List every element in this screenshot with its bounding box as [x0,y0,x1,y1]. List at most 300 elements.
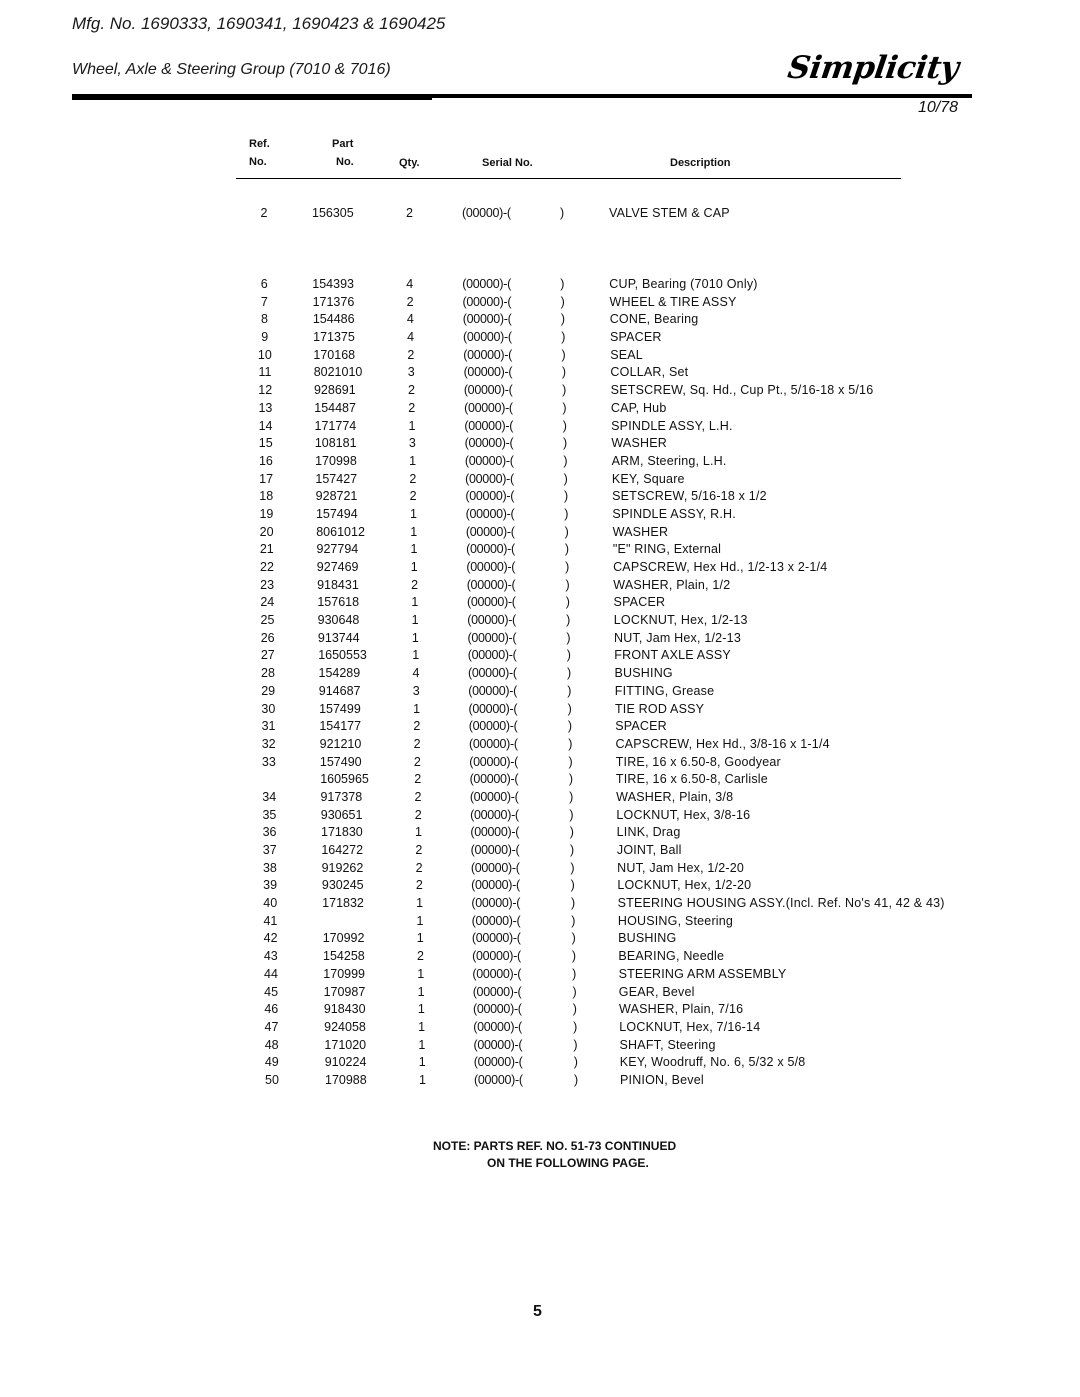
table-row [0,435,1080,452]
cell-desc: STEERING HOUSING ASSY.(Incl. Ref. No's 41, 42 & 43) [617,896,945,911]
cell-ref: 32 [261,736,276,751]
cell-desc: FITTING, Grease [614,683,715,698]
table-row [0,683,1080,700]
cell-serial: (00000)-( [470,825,520,840]
cell-qty: 1 [413,701,421,716]
cell-part: 918430 [323,1002,366,1017]
cell-desc: SPINDLE ASSY, R.H. [612,506,736,521]
cell-part: 1605965 [320,772,369,787]
cell-desc: WASHER, Plain, 3/8 [616,789,734,804]
cell-qty: 3 [408,436,416,451]
cell-ref: 44 [264,966,278,981]
cell-qty: 1 [409,506,417,521]
table-row [0,488,1080,505]
cell-qty: 1 [410,560,418,575]
cell-ref: 13 [258,400,273,415]
cell-close: ) [563,436,568,451]
cell-desc: NUT, Jam Hex, 1/2-13 [614,630,741,645]
cell-ref: 9 [261,330,269,345]
cell-close: ) [561,330,566,345]
cell-close: ) [561,347,566,362]
cell-part: 154393 [312,277,354,291]
cell-serial: (00000)-( [464,400,513,415]
cell-qty: 2 [409,489,417,504]
cell-close: ) [560,206,565,220]
cell-close: ) [573,1037,578,1052]
cell-ref: 7 [260,294,268,309]
cell-close: ) [567,701,572,716]
table-row [0,418,1080,435]
cell-serial: (00000)-( [464,453,514,468]
cell-qty: 2 [413,754,421,769]
cell-serial: (00000)-( [472,949,521,964]
brand-logo: Simplicity [785,50,961,86]
cell-part: 170168 [313,347,356,362]
table-row [0,647,1080,664]
cell-desc: ARM, Steering, L.H. [611,453,727,468]
cell-serial: (00000)-( [467,630,517,645]
cell-desc: LOCKNUT, Hex, 1/2-13 [613,613,748,628]
cell-close: ) [562,383,567,398]
cell-qty: 2 [409,471,417,486]
cell-desc: SPACER [609,330,662,345]
cell-desc: STEERING ARM ASSEMBLY [618,966,787,981]
cell-serial: (00000)-( [467,648,517,663]
cell-serial: (00000)-( [462,294,512,309]
cell-serial: (00000)-( [470,860,520,875]
cell-serial: (00000)-( [466,577,516,592]
cell-ref: 17 [259,471,274,486]
cell-part: 171830 [321,825,363,840]
cell-close: ) [563,453,568,468]
cell-part: 910224 [324,1055,367,1070]
cell-close: ) [572,984,577,999]
cell-serial: (00000)-( [465,506,515,521]
cell-ref: 38 [262,860,277,875]
table-row [0,453,1080,470]
cell-ref: 29 [261,683,276,698]
cell-serial: (00000)-( [469,736,518,751]
page-number: 5 [533,1303,542,1320]
cell-ref: 23 [260,577,275,592]
cell-desc: "E" RING, External [612,542,722,557]
cell-serial: (00000)-( [464,418,514,433]
cell-close: ) [562,418,567,433]
table-row [0,205,1080,222]
table-row [0,665,1080,682]
cell-serial: (00000)-( [469,772,519,787]
cell-ref: 2 [260,206,268,220]
cell-qty: 2 [414,772,422,787]
cell-qty: 1 [417,966,425,981]
cell-part: 157618 [317,595,360,610]
cell-close: ) [571,913,576,928]
cell-qty: 2 [407,347,415,362]
cell-desc: FRONT AXLE ASSY [614,648,731,663]
cell-desc: HOUSING, Steering [617,913,734,928]
cell-desc: SPACER [615,719,667,734]
cell-serial: (00000)-( [473,1019,522,1034]
cell-qty: 2 [417,949,424,964]
table-row [0,382,1080,399]
cell-qty: 2 [406,294,414,309]
cell-close: ) [568,736,573,751]
cell-desc: CONE, Bearing [609,312,699,327]
table-row [0,612,1080,629]
cell-qty: 1 [418,1019,426,1034]
cell-ref: 10 [257,347,272,362]
cell-ref: 39 [263,878,278,893]
cell-qty: 4 [407,330,415,345]
cell-part: 108181 [314,436,357,451]
cell-part: 919262 [321,860,364,875]
cell-ref: 40 [263,896,278,911]
cell-part: 930651 [320,807,363,822]
cell-desc: TIE ROD ASSY [614,701,705,716]
cell-part: 157494 [315,506,358,521]
cell-serial: (00000)-( [467,613,516,628]
cell-part: 930648 [317,613,360,628]
cell-qty: 1 [417,984,425,999]
cell-ref: 46 [264,1002,279,1017]
cell-desc: COLLAR, Set [610,365,689,380]
cell-ref: 8 [261,312,268,327]
cell-ref: 18 [259,489,274,504]
cell-qty: 2 [414,789,422,804]
table-row [0,329,1080,346]
cell-close: ) [566,648,571,663]
table-row [0,913,1080,930]
cell-close: ) [564,506,569,521]
cell-ref: 15 [258,436,273,451]
cell-desc: WASHER, Plain, 1/2 [613,577,731,592]
cell-close: ) [570,843,575,858]
cell-serial: (00000)-( [463,330,512,345]
cell-serial: (00000)-( [464,436,514,451]
cell-ref: 48 [264,1037,279,1052]
table-row [0,276,1080,293]
cell-qty: 1 [418,1037,426,1052]
table-row [0,577,1080,594]
cell-serial: (00000)-( [462,277,511,291]
table-row [0,364,1080,381]
cell-ref: 28 [261,666,275,681]
cell-qty: 4 [412,666,420,681]
revision-date: 10/78 [918,99,959,116]
cell-desc: BUSHING [614,666,673,681]
cell-ref: 37 [262,843,277,858]
cell-serial: (00000)-( [471,896,521,911]
cell-desc: JOINT, Ball [616,843,682,858]
table-row [0,294,1080,311]
cell-part: 170988 [325,1073,367,1087]
cell-qty: 1 [411,630,419,645]
cell-serial: (00000)-( [473,1037,523,1052]
table-row [0,1019,1080,1036]
table-row [0,984,1080,1001]
cell-ref: 42 [263,931,278,946]
cell-part: 157427 [315,471,358,486]
cell-close: ) [568,772,573,787]
cell-close: ) [568,754,573,769]
cell-ref: 34 [262,789,277,804]
table-row [0,877,1080,894]
cell-close: ) [573,1055,578,1070]
cell-ref: 11 [258,365,272,380]
table-row [0,630,1080,647]
cell-serial: (00000)-( [462,206,511,220]
table-row [0,701,1080,718]
cell-close: ) [566,613,571,628]
cell-ref: 19 [259,506,274,521]
cell-serial: (00000)-( [468,683,517,698]
cell-close: ) [570,860,575,875]
continuation-note: NOTE: PARTS REF. NO. 51-73 CONTINUED ON THE FOLLOWING PAGE. [433,1139,677,1170]
cell-part: 154289 [318,666,361,681]
table-row [0,559,1080,576]
cell-qty: 2 [408,400,416,415]
cell-desc: WASHER [612,524,669,539]
cell-serial: (00000)-( [470,843,520,858]
table-row [0,736,1080,753]
cell-qty: 2 [406,206,413,220]
cell-part: 171832 [322,896,364,911]
cell-part: 1650553 [318,648,367,663]
column-header-part: Part No. [332,138,354,168]
cell-serial: (00000)-( [468,666,517,681]
table-row [0,824,1080,841]
cell-qty: 1 [416,931,424,946]
cell-qty: 1 [410,524,418,539]
cell-ref: 22 [260,560,274,575]
table-row [0,506,1080,523]
column-header-ref: Ref. No. [249,138,270,168]
cell-ref: 33 [261,754,276,769]
cell-ref: 36 [262,825,277,840]
cell-qty: 3 [407,365,415,380]
cell-qty: 2 [414,807,422,822]
cell-desc: SPACER [613,595,666,610]
cell-part: 154486 [312,312,355,327]
table-row [0,895,1080,912]
cell-serial: (00000)-( [468,701,518,716]
table-row [0,966,1080,983]
cell-desc: TIRE, 16 x 6.50-8, Goodyear [615,754,781,769]
cell-close: ) [566,630,571,645]
cell-qty: 1 [419,1073,426,1087]
cell-desc: WASHER [611,436,667,451]
table-row [0,400,1080,417]
cell-desc: BEARING, Needle [618,949,725,964]
table-row [0,1054,1080,1071]
table-row [0,754,1080,771]
cell-close: ) [571,931,576,946]
cell-ref: 43 [263,949,278,964]
cell-part: 157490 [319,754,362,769]
cell-part: 170998 [315,453,357,468]
cell-ref: 47 [264,1019,279,1034]
cell-ref: 12 [258,383,273,398]
cell-close: ) [567,719,573,734]
cell-close: ) [560,312,566,327]
table-row [0,948,1080,965]
cell-qty: 1 [410,542,418,557]
cell-part: 927794 [316,542,359,557]
cell-ref: 27 [260,648,275,663]
cell-ref: 14 [258,418,273,433]
cell-desc: NUT, Jam Hex, 1/2-20 [617,860,745,875]
cell-serial: (00000)-( [469,754,519,769]
cell-part: 927469 [316,560,359,575]
table-row [0,1001,1080,1018]
cell-close: ) [565,577,570,592]
cell-qty: 2 [407,383,415,398]
cell-qty: 1 [411,613,419,628]
cell-ref: 24 [260,595,275,610]
cell-desc: KEY, Woodruff, No. 6, 5/32 x 5/8 [619,1055,806,1070]
cell-qty: 1 [418,1055,426,1070]
cell-part: 154487 [314,400,356,415]
table-row [0,524,1080,541]
cell-desc: TIRE, 16 x 6.50-8, Carlisle [615,772,768,787]
cell-serial: (00000)-( [471,931,521,946]
cell-ref: 30 [261,701,276,716]
cell-close: ) [574,1073,579,1087]
column-header-serial: Serial No. [482,157,533,169]
cell-serial: (00000)-( [463,365,513,380]
table-row [0,718,1080,735]
cell-serial: (00000)-( [465,471,514,486]
cell-close: ) [560,277,565,291]
group-title: Wheel, Axle & Steering Group (7010 & 7016) [72,61,391,78]
cell-qty: 1 [412,648,420,663]
cell-close: ) [569,807,574,822]
cell-desc: CUP, Bearing (7010 Only) [609,277,758,291]
cell-qty: 1 [417,1002,425,1017]
cell-part: 156305 [312,206,354,220]
cell-part: 171375 [313,330,355,345]
cell-qty: 1 [415,825,422,840]
cell-close: ) [572,1002,577,1017]
cell-close: ) [562,400,567,415]
table-row [0,311,1080,328]
cell-close: ) [569,825,574,840]
cell-serial: (00000)-( [470,807,519,822]
cell-part: 914687 [318,683,361,698]
cell-serial: (00000)-( [466,595,516,610]
cell-close: ) [563,489,569,504]
cell-serial: (00000)-( [471,913,521,928]
cell-serial: (00000)-( [474,1073,523,1087]
cell-part: 8021010 [313,365,363,380]
cell-qty: 2 [411,577,419,592]
cell-desc: CAPSCREW, Hex Hd., 3/8-16 x 1-1/4 [615,736,830,751]
cell-part: 171774 [314,418,357,433]
cell-desc: SHAFT, Steering [619,1037,716,1052]
cell-close: ) [570,878,575,893]
cell-serial: (00000)-( [468,719,518,734]
cell-part: 157499 [319,701,361,716]
cell-serial: (00000)-( [465,524,515,539]
cell-desc: LOCKNUT, Hex, 7/16-14 [619,1019,761,1034]
table-row [0,541,1080,558]
cell-qty: 2 [415,878,423,893]
cell-desc: WHEEL & TIRE ASSY [609,294,737,309]
cell-ref: 31 [261,719,276,734]
cell-qty: 2 [413,736,421,751]
cell-serial: (00000)-( [462,312,512,327]
cell-part: 921210 [319,736,362,751]
cell-close: ) [561,365,566,380]
cell-desc: PINION, Bevel [620,1073,704,1087]
cell-part: 928721 [315,489,358,504]
cell-close: ) [564,542,570,557]
table-row [0,471,1080,488]
cell-ref: 41 [263,913,278,928]
cell-part: 170999 [323,966,366,981]
cell-desc: SETSCREW, 5/16-18 x 1/2 [612,489,767,504]
cell-part: 154258 [323,949,365,964]
cell-desc: BUSHING [618,931,677,946]
cell-qty: 4 [406,312,414,327]
cell-part: 164272 [321,843,364,858]
cell-part: 930245 [321,878,364,893]
cell-desc: VALVE STEM & CAP [609,206,730,220]
cell-ref: 21 [259,542,274,557]
cell-serial: (00000)-( [473,1055,523,1070]
cell-close: ) [565,595,570,610]
cell-serial: (00000)-( [472,984,522,999]
cell-serial: (00000)-( [466,560,516,575]
cell-close: ) [560,294,565,309]
cell-part: 918431 [317,577,359,592]
table-row [0,842,1080,859]
cell-desc: CAPSCREW, Hex Hd., 1/2-13 x 2-1/4 [613,560,828,575]
cell-part: 154177 [319,719,362,734]
cell-qty: 1 [409,453,417,468]
cell-desc: LOCKNUT, Hex, 1/2-20 [617,878,752,893]
table-row [0,594,1080,611]
table-row [0,1072,1080,1089]
column-header-qty: Qty. [399,157,420,169]
cell-qty: 2 [415,860,423,875]
table-row [0,860,1080,877]
cell-close: ) [569,789,574,804]
cell-serial: (00000)-( [472,966,522,981]
cell-part: 917378 [320,789,363,804]
cell-qty: 1 [416,913,424,928]
cell-close: ) [563,471,568,486]
cell-ref: 45 [264,984,279,999]
cell-serial: (00000)-( [463,383,513,398]
cell-serial: (00000)-( [469,789,519,804]
cell-close: ) [564,524,569,539]
table-row [0,789,1080,806]
cell-desc: WASHER, Plain, 7/16 [619,1002,744,1017]
cell-serial: (00000)-( [466,542,515,557]
table-row [0,347,1080,364]
table-row [0,807,1080,824]
table-row [0,930,1080,947]
cell-qty: 3 [412,683,420,698]
cell-desc: GEAR, Bevel [618,984,695,999]
cell-ref: 49 [264,1055,279,1070]
cell-qty: 2 [413,719,421,734]
cell-serial: (00000)-( [472,1002,522,1017]
cell-part: 171020 [324,1037,367,1052]
cell-close: ) [567,666,572,681]
cell-serial: (00000)-( [463,347,513,362]
